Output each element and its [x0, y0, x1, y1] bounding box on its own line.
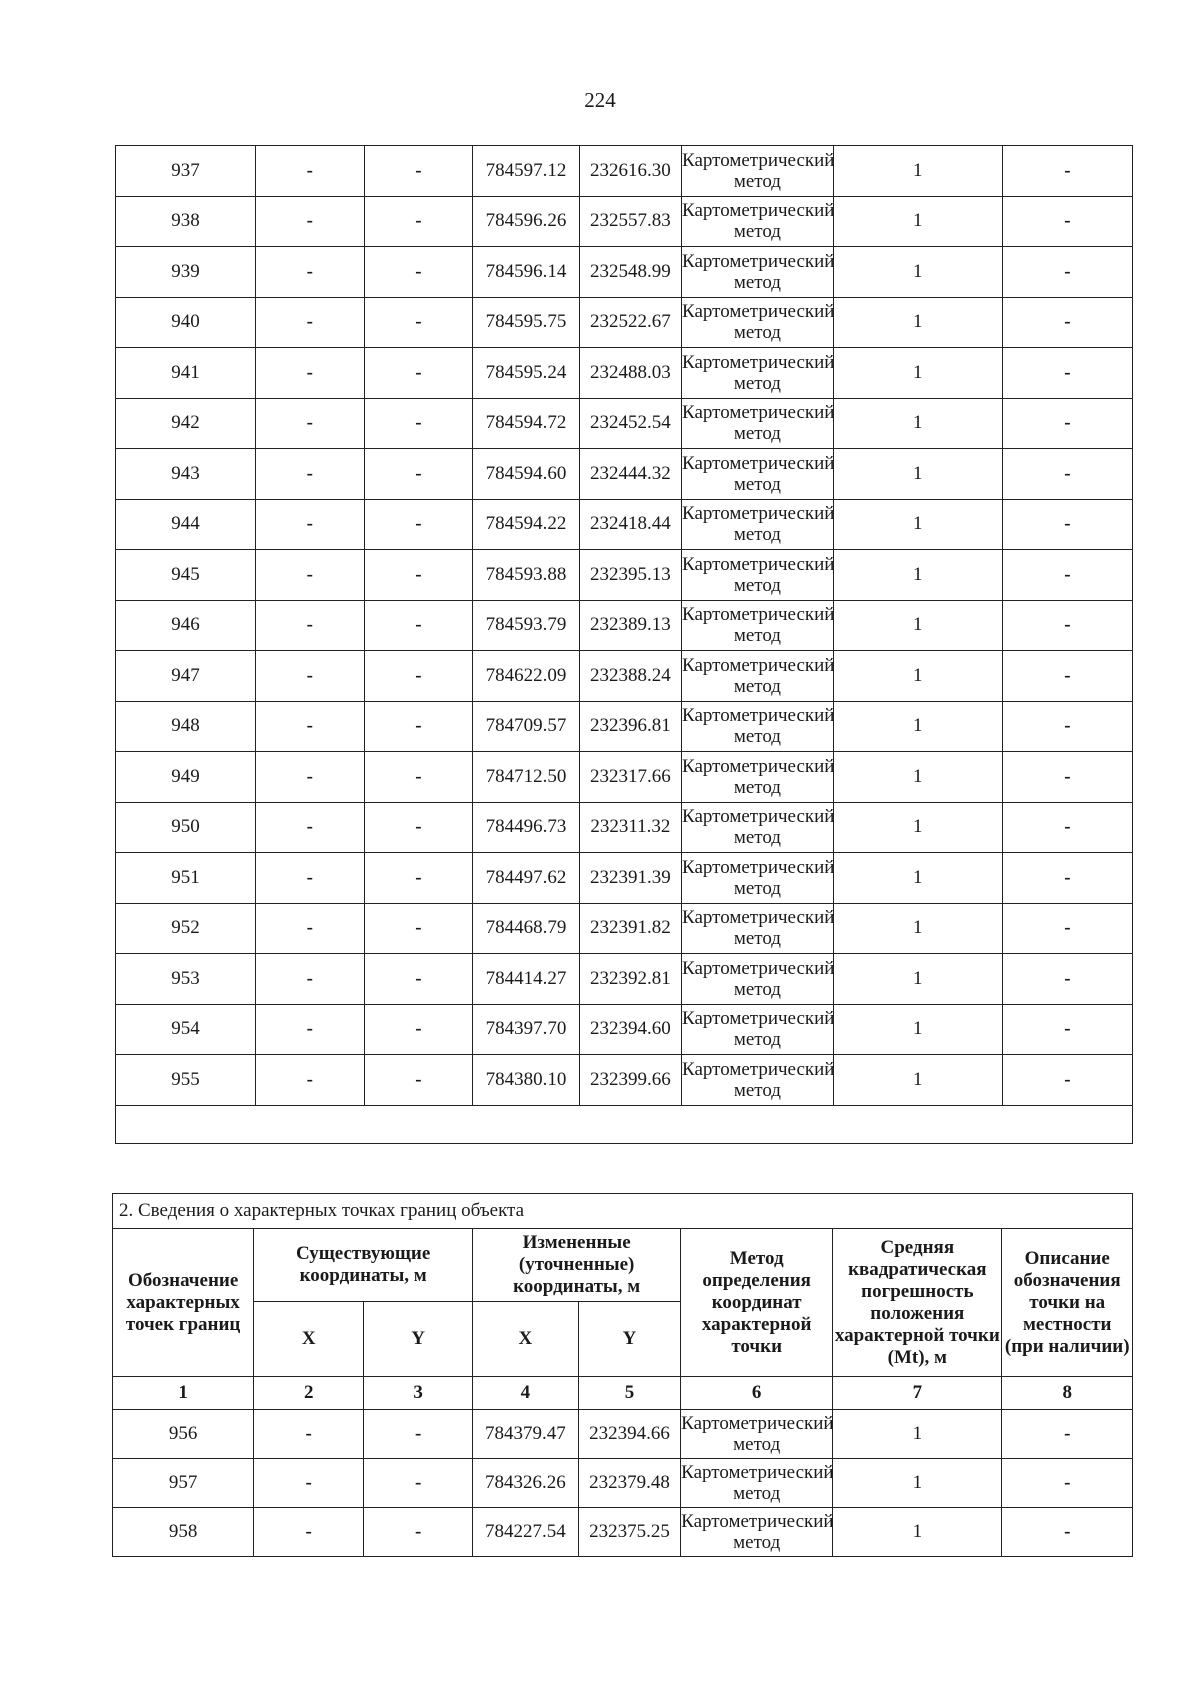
cell-existing-y: - [364, 1459, 473, 1508]
cell-changed-y: 232391.39 [579, 853, 681, 904]
cell-description: - [1002, 802, 1132, 853]
cell-existing-y: - [364, 550, 473, 601]
cell-changed-y: 232548.99 [579, 247, 681, 298]
cell-point-number: 945 [116, 550, 256, 601]
cell-existing-x: - [255, 196, 364, 247]
cell-method: Картометрический метод [682, 853, 834, 904]
cell-point-number: 956 [113, 1410, 254, 1459]
cell-existing-x: - [255, 398, 364, 449]
table-row [116, 449, 1133, 500]
cell-changed-x: 784397.70 [473, 1004, 580, 1055]
cell-existing-y: - [364, 247, 473, 298]
cell-changed-y: 232395.13 [579, 550, 681, 601]
cell-mean-error: 1 [833, 146, 1002, 197]
header-description: Описание обозначения точки на местности (при наличии) [1002, 1229, 1133, 1377]
cell-mean-error: 1 [833, 954, 1002, 1005]
cell-existing-y: - [364, 348, 473, 399]
cell-mean-error: 1 [833, 196, 1002, 247]
cell-changed-y: 232389.13 [579, 600, 681, 651]
cell-existing-x: - [255, 297, 364, 348]
cell-mean-error: 1 [833, 1004, 1002, 1055]
cell-mean-error: 1 [833, 701, 1002, 752]
cell-description: - [1002, 348, 1132, 399]
cell-description: - [1002, 449, 1132, 500]
cell-description: - [1002, 903, 1132, 954]
header-existing-coordinates: Существующие координаты, м [254, 1229, 473, 1302]
cell-mean-error: 1 [833, 499, 1002, 550]
cell-method: Картометрический метод [681, 1410, 833, 1459]
cell-description: - [1002, 196, 1132, 247]
cell-description: - [1002, 247, 1132, 298]
cell-method: Картометрический метод [682, 954, 834, 1005]
column-number: 4 [473, 1377, 579, 1410]
cell-changed-y: 232379.48 [578, 1459, 680, 1508]
header-designation: Обозначение характерных точек границ [113, 1229, 254, 1377]
cell-changed-x: 784227.54 [473, 1508, 579, 1557]
cell-existing-y: - [364, 701, 473, 752]
table1-body [116, 146, 1133, 1144]
cell-method: Картометрический метод [682, 449, 834, 500]
cell-changed-x: 784594.72 [473, 398, 580, 449]
cell-method: Картометрический метод [682, 1004, 834, 1055]
cell-mean-error: 1 [833, 853, 1002, 904]
cell-changed-y: 232557.83 [579, 196, 681, 247]
cell-changed-x: 784414.27 [473, 954, 580, 1005]
cell-existing-x: - [255, 449, 364, 500]
cell-existing-y: - [364, 499, 473, 550]
table-row [116, 853, 1133, 904]
cell-changed-x: 784622.09 [473, 651, 580, 702]
cell-existing-y: - [364, 954, 473, 1005]
table-row [116, 297, 1133, 348]
cell-point-number: 946 [116, 600, 256, 651]
cell-point-number: 952 [116, 903, 256, 954]
cell-existing-y: - [364, 1508, 473, 1557]
cell-mean-error: 1 [833, 802, 1002, 853]
cell-changed-x: 784595.75 [473, 297, 580, 348]
cell-mean-error: 1 [833, 752, 1002, 803]
cell-changed-y: 232375.25 [578, 1508, 680, 1557]
cell-mean-error: 1 [833, 1055, 1002, 1106]
cell-existing-y: - [364, 802, 473, 853]
cell-existing-x: - [254, 1459, 364, 1508]
cell-existing-y: - [364, 651, 473, 702]
cell-method: Картометрический метод [682, 903, 834, 954]
table-row [116, 247, 1133, 298]
cell-existing-y: - [364, 297, 473, 348]
table-row [116, 752, 1133, 803]
table-caption: 2. Сведения о характерных точках границ объекта [113, 1194, 1133, 1229]
cell-changed-x: 784326.26 [473, 1459, 579, 1508]
cell-point-number: 958 [113, 1508, 254, 1557]
cell-method: Картометрический метод [682, 651, 834, 702]
cell-description: - [1002, 1004, 1132, 1055]
table-row [116, 146, 1133, 197]
cell-changed-y: 232488.03 [579, 348, 681, 399]
cell-changed-x: 784593.79 [473, 600, 580, 651]
cell-method: Картометрический метод [682, 701, 834, 752]
cell-changed-x: 784593.88 [473, 550, 580, 601]
cell-point-number: 943 [116, 449, 256, 500]
cell-changed-y: 232616.30 [579, 146, 681, 197]
table-row [116, 1004, 1133, 1055]
cell-method: Картометрический метод [682, 1055, 834, 1106]
coordinates-table-continued [115, 145, 1133, 1144]
cell-point-number: 954 [116, 1004, 256, 1055]
column-number: 8 [1002, 1377, 1133, 1410]
cell-point-number: 941 [116, 348, 256, 399]
table-row [116, 398, 1133, 449]
cell-changed-y: 232394.60 [579, 1004, 681, 1055]
table-row [113, 1410, 1133, 1459]
cell-changed-y: 232399.66 [579, 1055, 681, 1106]
cell-point-number: 938 [116, 196, 256, 247]
cell-description: - [1002, 651, 1132, 702]
cell-existing-x: - [255, 499, 364, 550]
cell-point-number: 947 [116, 651, 256, 702]
empty-cell [116, 1105, 1133, 1143]
cell-method: Картометрический метод [682, 348, 834, 399]
cell-method: Картометрический метод [681, 1459, 833, 1508]
cell-description: - [1002, 853, 1132, 904]
cell-mean-error: 1 [833, 651, 1002, 702]
cell-existing-x: - [255, 600, 364, 651]
cell-method: Картометрический метод [682, 600, 834, 651]
cell-existing-x: - [254, 1410, 364, 1459]
cell-existing-y: - [364, 903, 473, 954]
cell-changed-x: 784597.12 [473, 146, 580, 197]
cell-description: - [1002, 1508, 1133, 1557]
cell-changed-y: 232388.24 [579, 651, 681, 702]
cell-changed-x: 784594.22 [473, 499, 580, 550]
cell-existing-x: - [255, 651, 364, 702]
column-number: 5 [578, 1377, 680, 1410]
cell-changed-x: 784379.47 [473, 1410, 579, 1459]
cell-description: - [1002, 752, 1132, 803]
cell-existing-y: - [364, 600, 473, 651]
cell-existing-x: - [254, 1508, 364, 1557]
cell-mean-error: 1 [833, 600, 1002, 651]
cell-changed-y: 232317.66 [579, 752, 681, 803]
cell-existing-y: - [364, 1055, 473, 1106]
cell-mean-error: 1 [833, 903, 1002, 954]
cell-existing-y: - [364, 398, 473, 449]
cell-existing-x: - [255, 802, 364, 853]
cell-existing-x: - [255, 1055, 364, 1106]
header-changed-y: Y [578, 1302, 680, 1377]
cell-existing-x: - [255, 348, 364, 399]
table-row [116, 348, 1133, 399]
cell-point-number: 957 [113, 1459, 254, 1508]
cell-existing-x: - [255, 1004, 364, 1055]
cell-changed-x: 784380.10 [473, 1055, 580, 1106]
cell-existing-y: - [364, 1410, 473, 1459]
header-error: Средняя квадратическая погрешность положения характерной точки (Mt), м [833, 1229, 1002, 1377]
cell-mean-error: 1 [833, 348, 1002, 399]
cell-point-number: 950 [116, 802, 256, 853]
column-number: 1 [113, 1377, 254, 1410]
cell-changed-y: 232522.67 [579, 297, 681, 348]
boundary-points-table [112, 1193, 1133, 1557]
column-number: 2 [254, 1377, 364, 1410]
cell-changed-y: 232444.32 [579, 449, 681, 500]
table-row [116, 600, 1133, 651]
cell-method: Картометрический метод [682, 196, 834, 247]
cell-method: Картометрический метод [681, 1508, 833, 1557]
cell-changed-y: 232418.44 [579, 499, 681, 550]
cell-description: - [1002, 146, 1132, 197]
cell-changed-y: 232392.81 [579, 954, 681, 1005]
cell-method: Картометрический метод [682, 802, 834, 853]
header-existing-x: X [254, 1302, 364, 1377]
cell-description: - [1002, 398, 1132, 449]
cell-existing-x: - [255, 853, 364, 904]
page-number: 224 [584, 88, 616, 112]
header-changed-coordinates: Измененные (уточненные) координаты, м [473, 1229, 681, 1302]
cell-point-number: 942 [116, 398, 256, 449]
cell-method: Картометрический метод [682, 146, 834, 197]
table-row [116, 550, 1133, 601]
table-row [116, 651, 1133, 702]
cell-method: Картометрический метод [682, 398, 834, 449]
column-number: 6 [681, 1377, 833, 1410]
cell-mean-error: 1 [833, 1459, 1002, 1508]
cell-method: Картометрический метод [682, 499, 834, 550]
empty-row [116, 1105, 1133, 1143]
header-method: Метод определения координат характерной точки [681, 1229, 833, 1377]
cell-point-number: 949 [116, 752, 256, 803]
cell-changed-x: 784709.57 [473, 701, 580, 752]
cell-existing-y: - [364, 449, 473, 500]
cell-existing-y: - [364, 1004, 473, 1055]
cell-existing-x: - [255, 247, 364, 298]
cell-mean-error: 1 [833, 297, 1002, 348]
cell-changed-x: 784468.79 [473, 903, 580, 954]
cell-description: - [1002, 701, 1132, 752]
table-row [116, 196, 1133, 247]
table2-body [113, 1194, 1133, 1557]
cell-method: Картометрический метод [682, 752, 834, 803]
table-row [116, 903, 1133, 954]
cell-existing-y: - [364, 146, 473, 197]
cell-mean-error: 1 [833, 247, 1002, 298]
cell-method: Картометрический метод [682, 297, 834, 348]
cell-existing-x: - [255, 954, 364, 1005]
cell-existing-x: - [255, 752, 364, 803]
cell-description: - [1002, 1410, 1133, 1459]
column-number: 3 [364, 1377, 473, 1410]
cell-description: - [1002, 600, 1132, 651]
cell-changed-y: 232452.54 [579, 398, 681, 449]
cell-changed-x: 784496.73 [473, 802, 580, 853]
cell-changed-y: 232396.81 [579, 701, 681, 752]
cell-point-number: 951 [116, 853, 256, 904]
cell-method: Картометрический метод [682, 247, 834, 298]
cell-point-number: 944 [116, 499, 256, 550]
column-number-row [113, 1377, 1133, 1410]
cell-changed-x: 784497.62 [473, 853, 580, 904]
column-number: 7 [833, 1377, 1002, 1410]
cell-description: - [1002, 1459, 1133, 1508]
header-existing-y: Y [364, 1302, 473, 1377]
cell-changed-x: 784596.26 [473, 196, 580, 247]
cell-changed-y: 232311.32 [579, 802, 681, 853]
cell-point-number: 953 [116, 954, 256, 1005]
cell-changed-x: 784594.60 [473, 449, 580, 500]
table-row [113, 1508, 1133, 1557]
table-row [116, 701, 1133, 752]
cell-mean-error: 1 [833, 1508, 1002, 1557]
table-row [116, 954, 1133, 1005]
table-row [116, 499, 1133, 550]
cell-description: - [1002, 1055, 1132, 1106]
cell-existing-x: - [255, 146, 364, 197]
cell-description: - [1002, 954, 1132, 1005]
cell-existing-y: - [364, 853, 473, 904]
header-changed-x: X [473, 1302, 579, 1377]
cell-point-number: 948 [116, 701, 256, 752]
cell-existing-x: - [255, 550, 364, 601]
cell-existing-x: - [255, 903, 364, 954]
cell-method: Картометрический метод [682, 550, 834, 601]
cell-changed-x: 784595.24 [473, 348, 580, 399]
cell-description: - [1002, 550, 1132, 601]
cell-existing-x: - [255, 701, 364, 752]
table-row [116, 802, 1133, 853]
cell-changed-y: 232391.82 [579, 903, 681, 954]
cell-mean-error: 1 [833, 449, 1002, 500]
cell-changed-y: 232394.66 [578, 1410, 680, 1459]
cell-point-number: 955 [116, 1055, 256, 1106]
cell-description: - [1002, 297, 1132, 348]
cell-mean-error: 1 [833, 550, 1002, 601]
cell-point-number: 937 [116, 146, 256, 197]
cell-changed-x: 784596.14 [473, 247, 580, 298]
cell-point-number: 939 [116, 247, 256, 298]
cell-existing-y: - [364, 196, 473, 247]
cell-point-number: 940 [116, 297, 256, 348]
cell-mean-error: 1 [833, 398, 1002, 449]
table-row [116, 1055, 1133, 1106]
cell-changed-x: 784712.50 [473, 752, 580, 803]
cell-mean-error: 1 [833, 1410, 1002, 1459]
cell-description: - [1002, 499, 1132, 550]
cell-existing-y: - [364, 752, 473, 803]
table-row [113, 1459, 1133, 1508]
